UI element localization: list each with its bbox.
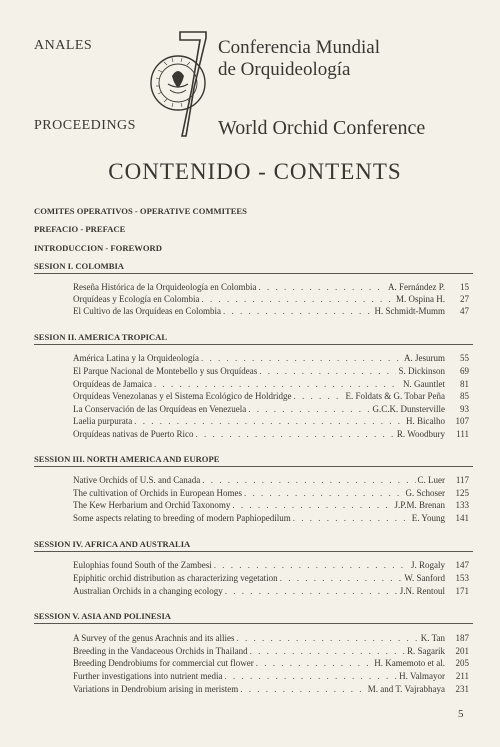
session-5-rule xyxy=(34,623,473,624)
title-en: World Orchid Conference xyxy=(218,117,426,139)
toc-entry: Orquídeas nativas de Puerto Rico . . . R. Woodbury 111 xyxy=(73,428,469,440)
toc-entry: Orquídeas Venezolanas y el Sistema Ecológico de Holdridge . . . E. Foldats & G. Tobar Peña 85 xyxy=(73,390,469,402)
toc-entry: El Cultivo de las Orquídeas en Colombia . . . H. Schmidt-Mumm 47 xyxy=(73,305,469,317)
toc-entry: Eulophias found South of the Zambesi . . . J. Rogaly 147 xyxy=(73,559,469,571)
toc-entry: El Parque Nacional de Montebello y sus Orquídeas . . . S. Dickinson 69 xyxy=(73,365,469,377)
session-3-rule xyxy=(34,466,473,467)
front-matter-preface: PREFACIO - PREFACE xyxy=(34,224,126,234)
front-matter-committees: COMITES OPERATIVOS - OPERATIVE COMMITEES xyxy=(34,206,247,216)
session-3-title: SESSION III. NORTH AMERICA AND EUROPE xyxy=(34,454,220,464)
toc-entry: Native Orchids of U.S. and Canada . . . C. Luer 117 xyxy=(73,474,469,486)
toc-entry: The cultivation of Orchids in European Homes . . . G. Schoser 125 xyxy=(73,487,469,499)
toc-entry: Reseña Histórica de la Orquideología en Colombia . . . A. Fernández P. 15 xyxy=(73,281,469,293)
toc-entry: Laelia purpurata . . . H. Bicalho 107 xyxy=(73,415,469,427)
session-5-title: SESSION V. ASIA AND POLINESIA xyxy=(34,611,171,621)
session-2-title: SESION II. AMERICA TROPICAL xyxy=(34,332,168,342)
session-4-rule xyxy=(34,551,473,552)
title-es-line2: de Orquideología xyxy=(218,59,351,80)
toc-entry: Orquídeas y Ecología en Colombia . . . M. Ospina H. 27 xyxy=(73,293,469,305)
toc-entry: Some aspects relating to breeding of modern Paphiopedilum . . . E. Young 141 xyxy=(73,512,469,524)
toc-entry: Breeding Dendrobiums for commercial cut flower . . . H. Kamemoto et al. 205 xyxy=(73,657,469,669)
toc-entry: A Survey of the genus Arachnis and its allies . . . K. Tan 187 xyxy=(73,632,469,644)
toc-entry: The Kew Herbarium and Orchid Taxonomy . . . J.P.M. Brenan 133 xyxy=(73,499,469,511)
page-number: 5 xyxy=(458,708,464,720)
toc-entry: Orquídeas de Jamaica . . . N. Gauntlet 81 xyxy=(73,378,469,390)
toc-entry: Variations in Dendrobium arising in meristem . . . M. and T. Vajrabhaya 231 xyxy=(73,683,469,695)
proceedings-label: PROCEEDINGS xyxy=(34,118,136,133)
toc-entry: Further investigations into nutrient media . . . H. Valmayor 211 xyxy=(73,670,469,682)
toc-entry: Epiphitic orchid distribution as characterizing vegetation . . . W. Sanford 153 xyxy=(73,572,469,584)
toc-entry: Australian Orchids in a changing ecology . . . J.N. Rentoul 171 xyxy=(73,585,469,597)
title-es-line1: Conferencia Mundial xyxy=(218,37,380,58)
front-matter-foreword: INTRODUCCION - FOREWORD xyxy=(34,243,162,253)
session-1-rule xyxy=(34,273,473,274)
toc-entry: La Conservación de las Orquídeas en Venezuela . . . G.C.K. Dunsterville 93 xyxy=(73,403,469,415)
session-1-title: SESION I. COLOMBIA xyxy=(34,261,125,271)
toc-entry: Breeding in the Vandaceous Orchids in Thailand . . . R. Sagarik 201 xyxy=(73,645,469,657)
toc-entry: América Latina y la Orquideología . . . A. Jesurum 55 xyxy=(73,352,469,364)
anales-label: ANALES xyxy=(34,38,93,53)
session-2-rule xyxy=(34,344,473,345)
conference-seal-logo xyxy=(150,28,212,138)
contents-title: CONTENIDO - CONTENTS xyxy=(108,159,402,184)
session-4-title: SESSION IV. AFRICA AND AUSTRALIA xyxy=(34,539,191,549)
